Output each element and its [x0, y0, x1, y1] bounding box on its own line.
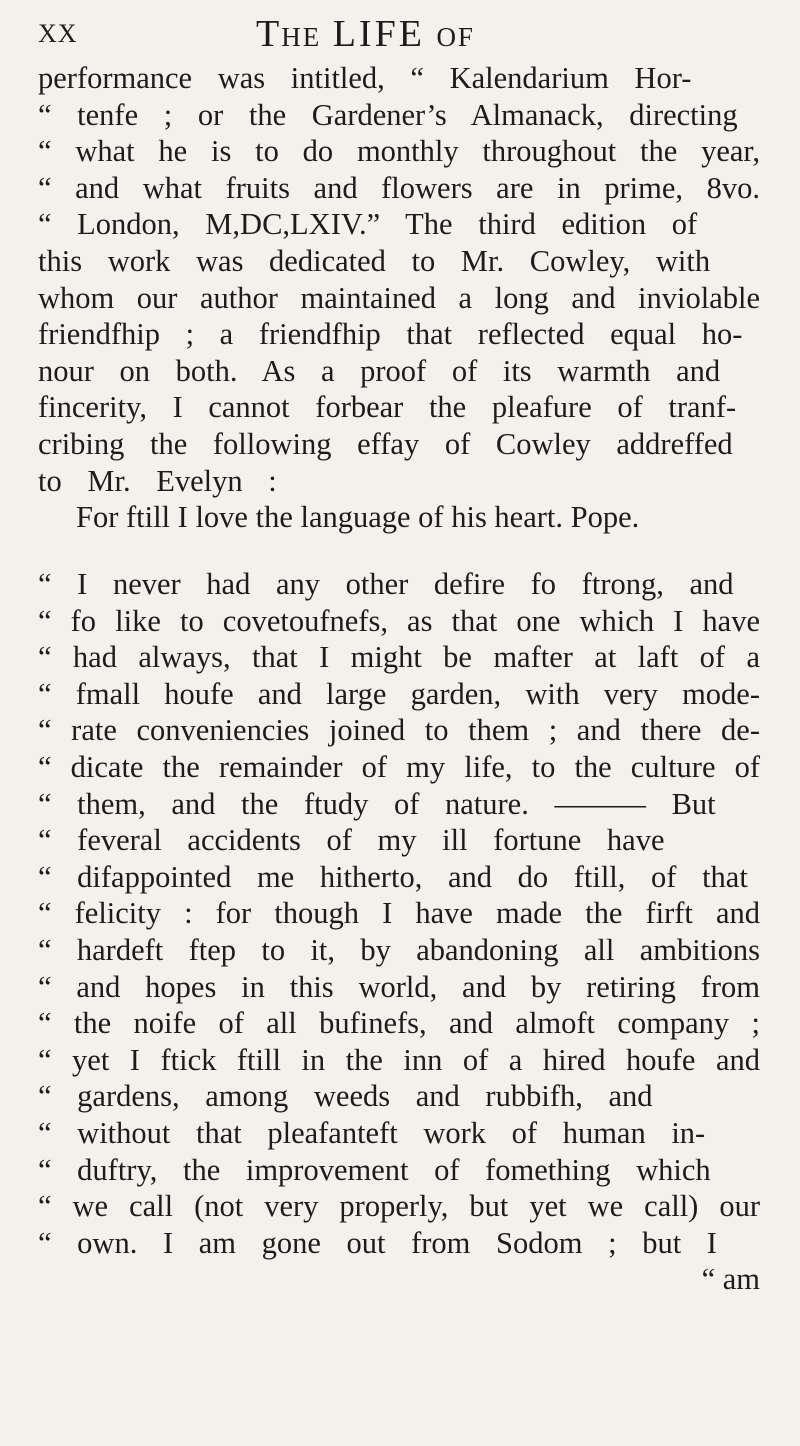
intro-paragraph — [38, 60, 760, 536]
text-line: performance was intitled, “ Kalendarium Hor- — [38, 61, 692, 95]
text-line: nour on both. As a proof of its warmth and — [38, 353, 721, 388]
quote-line: “ the noife of all bufinefs, and almoft company ; — [38, 1006, 760, 1041]
page-number: XX — [38, 19, 78, 48]
text-line: this work was dedicated to Mr. Cowley, with — [38, 243, 711, 278]
epigraph-line: For ftill I love the language of his heart. Pope. — [76, 500, 640, 535]
running-title-the-rest: HE — [281, 22, 322, 52]
running-title-the-initial: T — [256, 13, 282, 55]
quote-line: “ rate conveniencies joined to them ; and there de- — [38, 713, 760, 748]
text-line: whom our author maintained a long and inviolable — [38, 280, 760, 315]
quote-line: “ fmall houfe and large garden, with very mode- — [38, 676, 760, 711]
quote-line: “ own. I am gone out from Sodom ; but I — [38, 1225, 717, 1260]
quote-line: “ them, and the ftudy of nature. ——— But — [38, 786, 716, 821]
quote-line: “ feveral accidents of my ill fortune have — [38, 823, 665, 858]
quote-line: “ hardeft ftep to it, by abandoning all ambitions — [38, 932, 760, 967]
running-head — [38, 12, 758, 56]
quote-line: “ and hopes in this world, and by retiring from — [38, 969, 760, 1004]
catchword-line — [38, 1261, 760, 1298]
running-title — [256, 12, 475, 59]
text-line: fincerity, I cannot forbear the pleafure of tranf- — [38, 390, 737, 425]
quote-line: “ difappointed me hitherto, and do ftill, of that — [38, 859, 748, 894]
text-line: “ what he is to do monthly throughout the year, — [38, 134, 760, 169]
text-line: “ and what fruits and flowers are in prime, 8vo. — [38, 170, 760, 205]
catchword: “ am — [701, 1262, 760, 1297]
quote-line: “ we call (not very properly, but yet we call) our — [38, 1189, 760, 1224]
quote-line: “ fo like to covetoufnefs, as that one which I have — [38, 603, 760, 638]
quote-line: “ without that pleafanteft work of human in- — [38, 1115, 706, 1150]
text-line: cribing the following effay of Cowley addreffed — [38, 426, 733, 461]
cowley-quotation — [38, 566, 760, 1298]
quote-line: “ dicate the remainder of my life, to the culture of — [38, 749, 760, 784]
running-title-life: LIFE — [332, 13, 425, 55]
text-line: friendfhip ; a friendfhip that reflected equal ho- — [38, 317, 743, 352]
text-line: “ London, M,DC,LXIV.” The third edition of — [38, 207, 698, 242]
text-line: “ tenfe ; or the Gardener’s Almanack, directing — [38, 97, 738, 132]
quote-line: “ duftry, the improvement of fomething which — [38, 1152, 711, 1187]
quote-line: “ I never had any other defire fo ftrong, and — [38, 567, 734, 601]
quote-line: “ gardens, among weeds and rubbifh, and — [38, 1079, 653, 1114]
quote-line: “ yet I ftick ftill in the inn of a hired houfe and — [38, 1042, 760, 1077]
text-line: to Mr. Evelyn : — [38, 463, 277, 498]
quote-line: “ had always, that I might be mafter at laft of a — [38, 640, 760, 675]
running-title-of: OF — [436, 22, 475, 52]
quote-line: “ felicity : for though I have made the firft and — [38, 896, 760, 931]
